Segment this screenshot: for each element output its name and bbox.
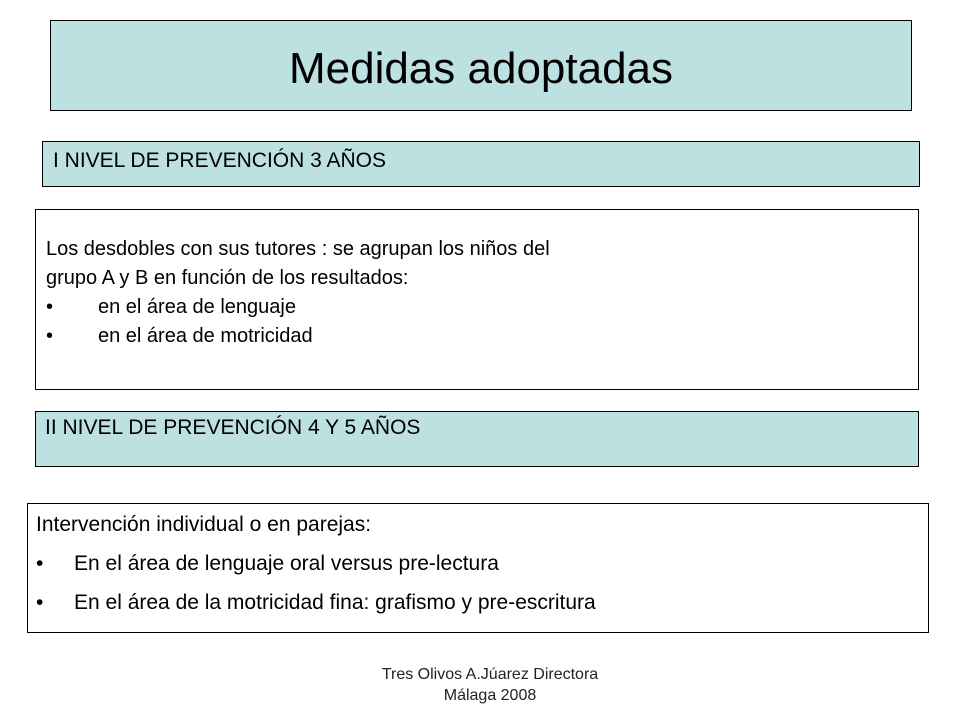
level1-line-1: Los desdobles con sus tutores : se agrupan los niños del: [46, 238, 550, 260]
level1-paragraph: [46, 235, 906, 351]
bullet-icon: •: [36, 591, 44, 614]
slide-title: Medidas adoptadas: [288, 44, 674, 93]
bullet-icon: •: [46, 325, 54, 347]
level2-content-box: [27, 503, 929, 633]
level1-line-2: grupo A y B en función de los resultados:: [46, 267, 409, 289]
bullet-icon: •: [46, 296, 54, 318]
list-item-text: en el área de lenguaje: [98, 296, 296, 318]
footer-line-2: Málaga 2008: [443, 687, 537, 704]
list-item: [36, 589, 596, 617]
level1-content-box: [35, 209, 919, 390]
level2-heading: II NIVEL DE PREVENCIÓN 4 Y 5 AÑOS: [45, 416, 421, 439]
slide-footer: [300, 664, 680, 706]
list-item-text: En el área de lenguaje oral versus pre-lectura: [74, 552, 499, 575]
level1-heading: I NIVEL DE PREVENCIÓN 3 AÑOS: [53, 149, 386, 172]
level1-heading-box: [42, 141, 920, 187]
level2-intro: Intervención individual o en parejas:: [36, 513, 372, 536]
title-box: [50, 20, 912, 111]
footer-line-1: Tres Olivos A.Júarez Directora: [381, 666, 599, 683]
list-item: [36, 550, 596, 578]
bullet-icon: •: [36, 552, 44, 575]
list-item-text: en el área de motricidad: [98, 325, 313, 347]
level2-bullet-list: [36, 550, 596, 628]
level2-heading-box: [35, 411, 919, 467]
level1-bullet-list: [46, 293, 906, 351]
list-item: [46, 322, 906, 351]
list-item: [46, 293, 906, 322]
list-item-text: En el área de la motricidad fina: grafismo y pre-escritura: [74, 591, 596, 614]
